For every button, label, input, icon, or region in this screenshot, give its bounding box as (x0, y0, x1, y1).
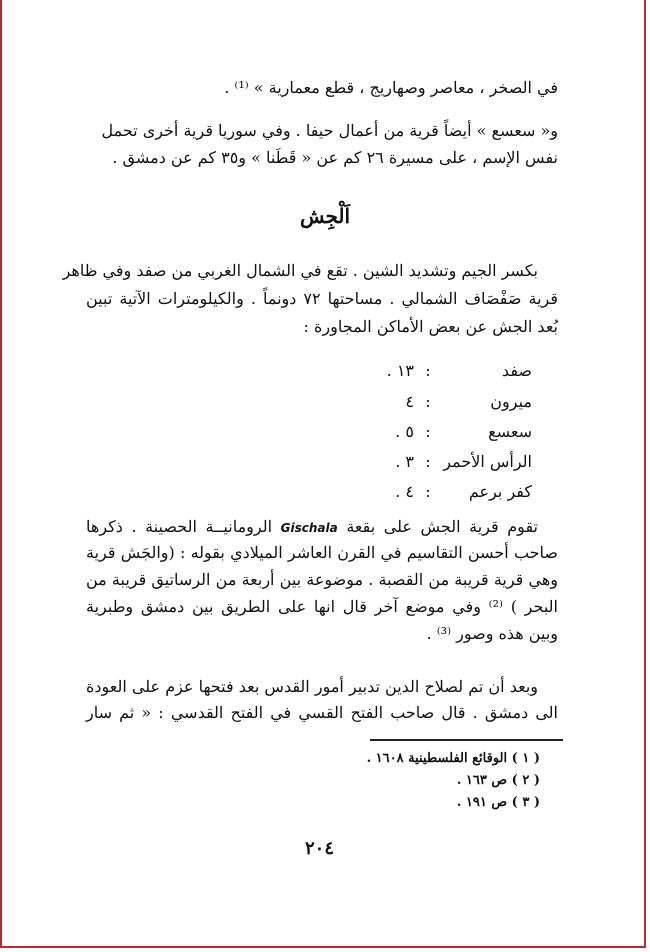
paragraph-2-line: و« سعسع » أيضاً قرية من أعمال حيفا . وفي سوريا قرية أخرى تحمل (101, 121, 558, 140)
latin-term: Gischala (280, 521, 338, 535)
footnote-divider (370, 739, 563, 741)
paragraph-4-line: البحر ) ⁽²⁾ وفي موضع آخر قال انها على الطريق بين دمشق وطبرية (86, 597, 558, 616)
place-name: ميرون (490, 392, 532, 411)
footnote: ( ٢ ) ص ١٦٣ . (456, 773, 540, 788)
distance-row: كفر برعم : ٤ . (395, 482, 532, 501)
place-name: سعسع (488, 422, 532, 441)
paragraph-4-line: صاحب أحسن التقاسيم في القرن العاشر الميلادي بقوله : (والجَش قرية (86, 543, 558, 562)
distance-km: ٥ . (395, 422, 414, 441)
distance-row: الرأس الأحمر : ٣ . (395, 452, 532, 471)
paragraph-4-line: وهي قرية قريبة من القصبة . موضوعة بين أربعة من الرساتيق قريبة من (86, 570, 558, 589)
place-name: كفر برعم (468, 482, 532, 501)
place-name: الرأس الأحمر (443, 452, 532, 471)
distance-row: سعسع : ٥ . (395, 422, 532, 441)
distance-row: صفد : ١٣ . (386, 361, 532, 380)
footnote: ( ٣ ) ص ١٩١ . (456, 795, 540, 810)
paragraph-2-line: نفس الإسم ، على مسيرة ٢٦ كم عن « قَطَنا » و٣٥ كم عن دمشق . (112, 148, 558, 167)
page-number: ٢٠٤ (305, 838, 335, 859)
footnote: ( ١ ) الوقائع الفلسطينية ١٦٠٨ . (366, 751, 540, 766)
distance-km: ٤ (405, 392, 414, 411)
place-name: صفد (501, 361, 532, 380)
distance-km: ١٣ . (386, 361, 414, 380)
paragraph-1-line: في الصخر ، معاصر وصهاريج ، قطع معمارية » ⁽¹⁾ . (224, 78, 558, 97)
paragraph-5-line: وبعد أن تم لصلاح الدين تدبير أمور القدس بعد فتحها عزم على العودة (86, 677, 538, 696)
distance-row: ميرون : ٤ (405, 392, 532, 411)
distance-km: ٣ . (395, 452, 414, 471)
paragraph-5-line: الى دمشق . قال صاحب الفتح القسي في الفتح القدسي : « ثم سار (86, 703, 558, 722)
paragraph-3-line: بكسر الجيم وتشديد الشين . تقع في الشمال الغربي من صفد وفي ظاهر (62, 261, 538, 280)
section-heading: اَلْجِش (299, 204, 351, 228)
distance-km: ٤ . (395, 482, 414, 501)
paragraph-3-line: قرية صَفْصَاف الشمالي . مساحتها ٧٢ دونماً . والكيلومترات الآتية تبين (86, 289, 559, 308)
paragraph-3-line: بُعد الجش عن بعض الأماكن المجاورة : (303, 317, 558, 336)
paragraph-4-line: تقوم قرية الجش على بقعة Gischala الرومانيــة الحصينة . ذكرها (86, 517, 538, 536)
paragraph-4-line: وبين هذه وصور ⁽³⁾ . (426, 624, 558, 643)
